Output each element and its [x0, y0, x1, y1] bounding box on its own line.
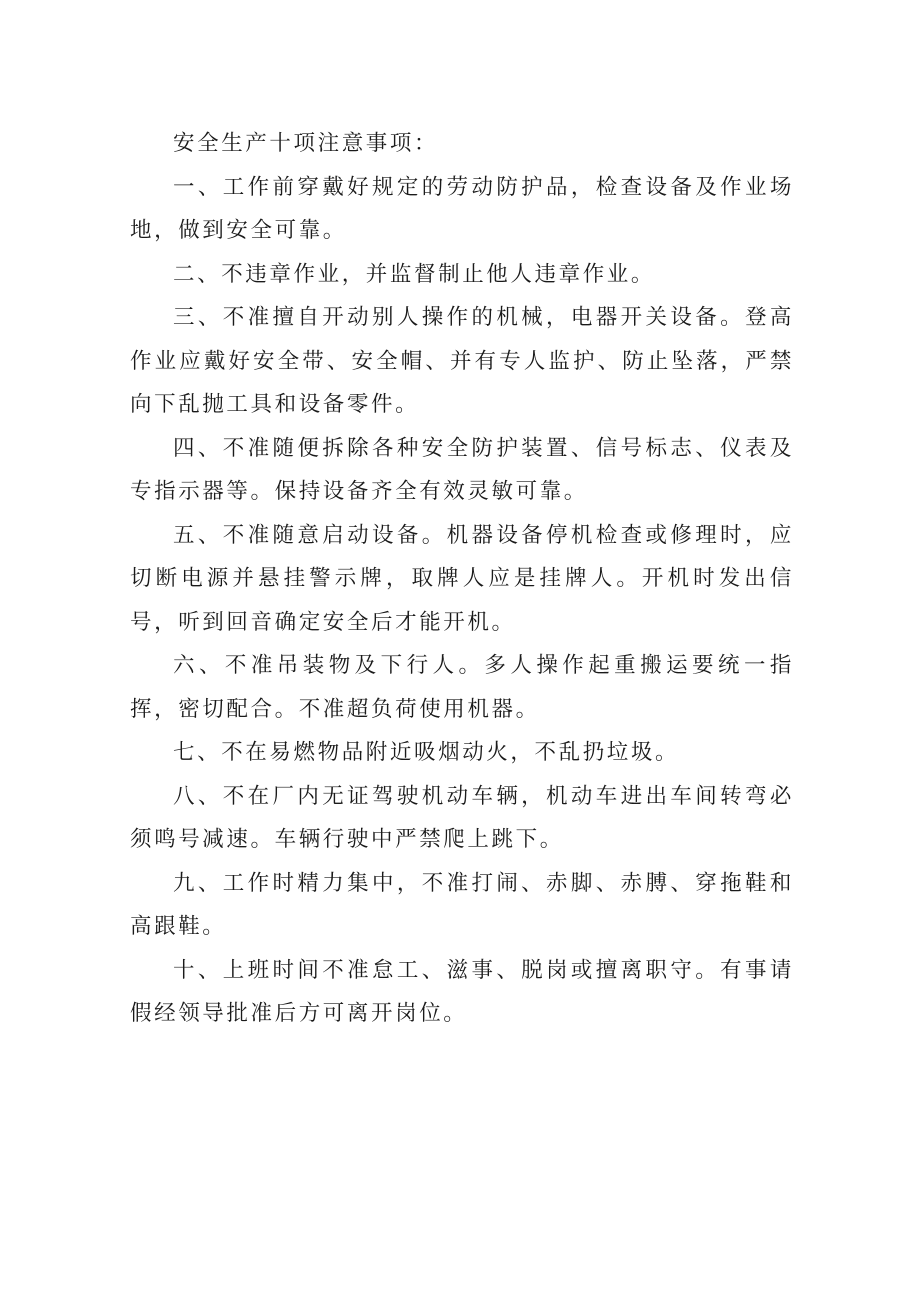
rule-item-4: 四、不准随便拆除各种安全防护装置、信号标志、仪表及专指示器等。保持设备齐全有效灵敏可靠。	[130, 435, 794, 504]
rule-item-8: 八、不在厂内无证驾驶机动车辆，机动车进出车间转弯必须鸣号减速。车辆行驶中严禁爬上跳下。	[130, 783, 794, 852]
rule-item-10: 十、上班时间不准怠工、滋事、脱岗或擅离职守。有事请假经领导批准后方可离开岗位。	[130, 957, 794, 1026]
document-body	[130, 122, 794, 1036]
rule-item-2: 二、不违章作业，并监督制止他人违章作业。	[173, 261, 656, 287]
rule-item-9: 九、工作时精力集中，不准打闹、赤脚、赤膊、穿拖鞋和高跟鞋。	[130, 870, 794, 939]
rule-item-6: 六、不准吊装物及下行人。多人操作起重搬运要统一指挥，密切配合。不准超负荷使用机器。	[130, 653, 794, 722]
document-heading: 安全生产十项注意事项：	[173, 131, 439, 156]
rule-item-5: 五、不准随意启动设备。机器设备停机检查或修理时，应切断电源并悬挂警示牌，取牌人应是挂牌人。开机时发出信号，听到回音确定安全后才能开机。	[130, 522, 794, 635]
rule-item-3: 三、不准擅自开动别人操作的机械，电器开关设备。登高作业应戴好安全带、安全帽、并有专人监护、防止坠落，严禁向下乱抛工具和设备零件。	[130, 305, 794, 417]
rule-item-1: 一、工作前穿戴好规定的劳动防护品，检查设备及作业场地，做到安全可靠。	[130, 174, 794, 243]
rule-item-7: 七、不在易燃物品附近吸烟动火，不乱扔垃圾。	[173, 740, 680, 765]
